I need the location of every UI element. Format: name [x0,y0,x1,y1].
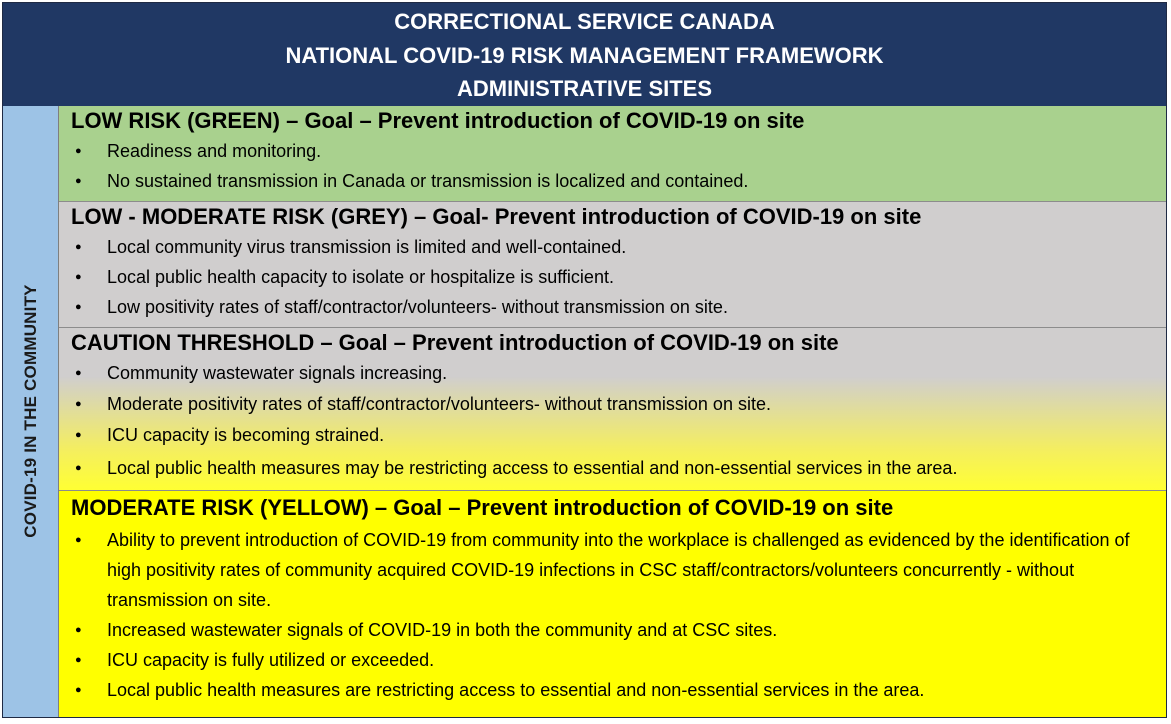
side-column [3,106,59,717]
bullet-list [71,136,1166,196]
header-line-3: ADMINISTRATIVE SITES [456,76,713,101]
list-item: ● Local public health measures may be restricting access to essential and non-essential services in the area. [71,451,1166,486]
section-moderate-risk-yellow [59,491,1166,717]
list-item: ● Local community virus transmission is limited and well-contained. [71,232,1166,262]
list-item: ● ICU capacity is fully utilized or exceeded. [71,645,1166,675]
table-header [3,3,1166,106]
list-item: ● Community wastewater signals increasing. [71,358,1166,389]
list-item: ● Readiness and monitoring. [71,136,1166,166]
bullet-list [71,525,1166,705]
section-low-risk-green [59,106,1166,202]
side-label: COVID-19 IN THE COMMUNITY [21,284,40,538]
list-item: ● Moderate positivity rates of staff/contractor/volunteers- without transmission on site. [71,389,1166,420]
section-title: MODERATE RISK (YELLOW) – Goal – Prevent introduction of COVID-19 on site [71,495,894,520]
bullet-list [71,232,1166,322]
list-item: ● Local public health capacity to isolate or hospitalize is sufficient. [71,262,1166,292]
list-item: ● No sustained transmission in Canada or transmission is localized and contained. [71,166,1166,196]
list-item: ● Local public health measures are restricting access to essential and non-essential services in the area. [71,675,1166,705]
header-line-2: NATIONAL COVID-19 RISK MANAGEMENT FRAMEWORK [285,42,884,68]
list-item: ● Increased wastewater signals of COVID-19 in both the community and at CSC sites. [71,615,1166,645]
section-caution-threshold [59,328,1166,491]
list-item: ● ICU capacity is becoming strained. [71,420,1166,451]
section-title: LOW RISK (GREEN) – Goal – Prevent introduction of COVID-19 on site [71,108,805,133]
list-item: ● Ability to prevent introduction of COVID-19 from community into the workplace is challenged as evidenced by the identification of high positivity rates of community acquired COVID-19 infections in CSC staff/contractors/volunteers concurrently - without transmission on site. [71,525,1166,615]
section-title: CAUTION THRESHOLD – Goal – Prevent introduction of COVID-19 on site [71,330,839,355]
header-line-1: CORRECTIONAL SERVICE CANADA [394,9,775,34]
list-item: ● Low positivity rates of staff/contractor/volunteers- without transmission on site. [71,292,1166,322]
section-low-moderate-risk-grey [59,202,1166,328]
section-title: LOW - MODERATE RISK (GREY) – Goal- Prevent introduction of COVID-19 on site [71,204,922,229]
risk-framework-table [2,2,1167,718]
bullet-list [71,358,1166,486]
